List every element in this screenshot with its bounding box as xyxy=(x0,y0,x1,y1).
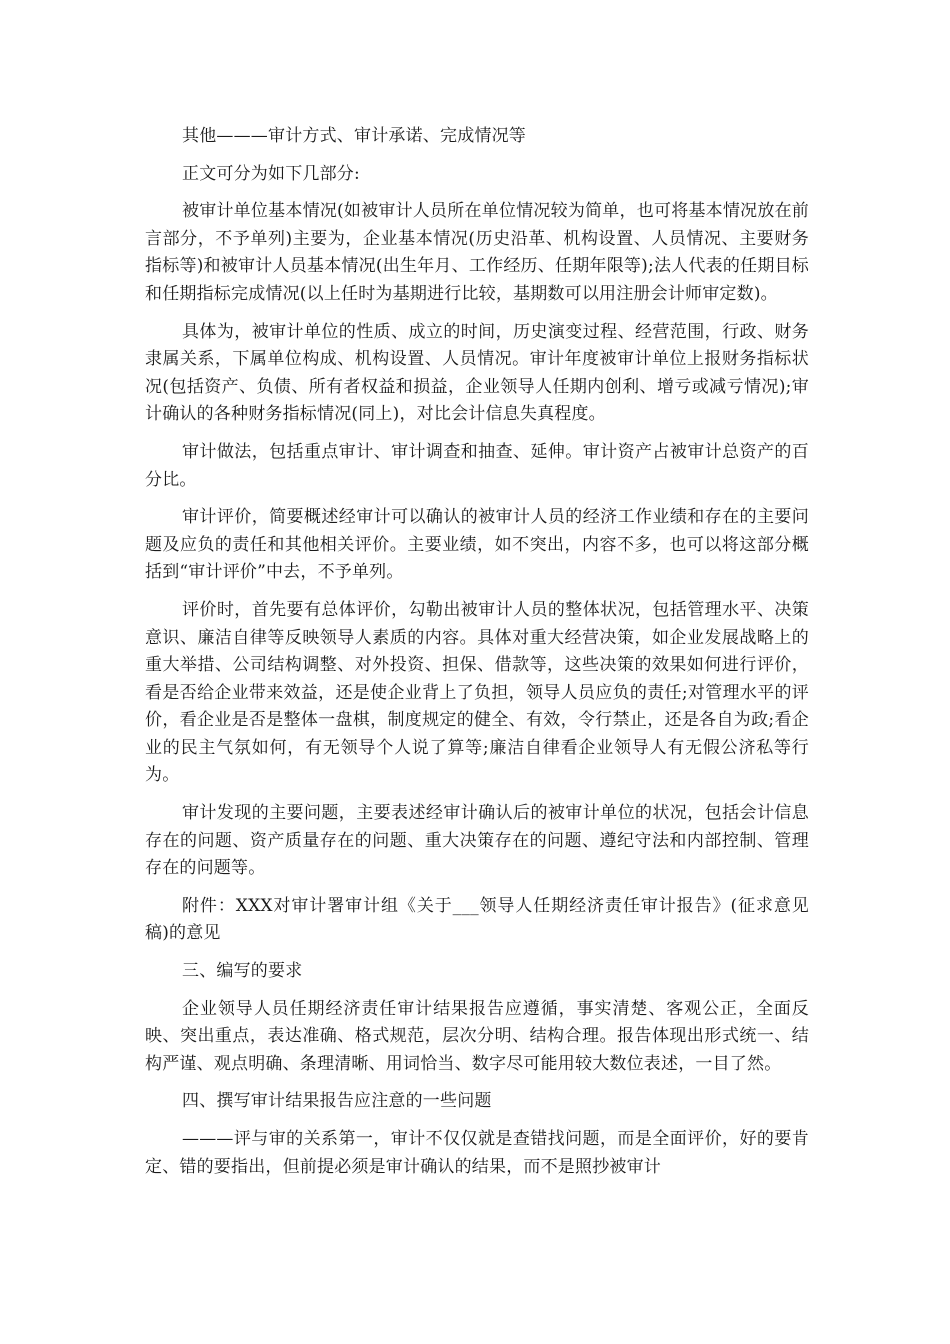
paragraph-audit-evaluation: 审计评价，简要概述经审计可以确认的被审计人员的经济工作业绩和存在的主要问题及应负的责任和其他相关评价。主要业绩，如不突出，内容不多，也可以将这部分概括到“审计评价”中去，不予单列。 xyxy=(145,507,809,583)
document-body xyxy=(145,123,809,1191)
paragraph-requirements: 企业领导人员任期经济责任审计结果报告应遵循，事实清楚、客观公正，全面反映、突出重点，表达准确、格式规范，层次分明、结构合理。报告体现出形式统一、结构严谨、观点明确、条理清晰、用词恰当、数字尽可能用较大数位表述，一目了然。 xyxy=(145,998,809,1074)
section-heading-writing-requirements: 三、编写的要求 xyxy=(182,961,303,982)
paragraph-other-items: 其他———审计方式、审计承诺、完成情况等 xyxy=(182,126,526,146)
paragraph-body-intro: 正文可分为如下几部分: xyxy=(182,163,360,184)
paragraph-attachment: 附件：XXX对审计署审计组《关于___领导人任期经济责任审计报告》(征求意见稿)的意见 xyxy=(145,895,809,944)
paragraph-specifics: 具体为，被审计单位的性质、成立的时间，历史演变过程、经营范围，行政、财务隶属关系，下属单位构成、机构设置、人员情况。审计年度被审计单位上报财务指标状况(包括资产、负债、所有者权益和损益，企业领导人任期内创利、增亏或减亏情况);审计确认的各种财务指标情况(同上)，对比会计信息失真程度。 xyxy=(145,321,809,425)
paragraph-main-issues: 审计发现的主要问题，主要表述经审计确认后的被审计单位的状况，包括会计信息存在的问题、资产质量存在的问题、重大决策存在的问题、遵纪守法和内部控制、管理存在的问题等。 xyxy=(145,803,809,879)
paragraph-overall-evaluation: 评价时，首先要有总体评价，勾勒出被审计人员的整体状况，包括管理水平、决策意识、廉洁自律等反映领导人素质的内容。具体对重大经营决策，如企业发展战略上的重大举措、公司结构调整、对外投资、担保、借款等，这些决策的效果如何进行评价，看是否给企业带来效益，还是使企业背上了负担，领导人员应负的责任;对管理水平的评价，看企业是否是整体一盘棋，制度规定的健全、有效，令行禁止，还是各自为政;看企业的民主气氛如何，有无领导个人说了算等;廉洁自律看企业领导人有无假公济私等行为。 xyxy=(145,599,809,786)
paragraph-evaluate-vs-audit: ———评与审的关系第一，审计不仅仅就是查错找问题，而是全面评价，好的要肯定、错的要指出，但前提必须是审计确认的结果，而不是照抄被审计 xyxy=(145,1129,809,1177)
paragraph-audit-method: 审计做法，包括重点审计、审计调查和抽查、延伸。审计资产占被审计总资产的百分比。 xyxy=(145,441,809,490)
paragraph-unit-basic-info: 被审计单位基本情况(如被审计人员所在单位情况较为简单，也可将基本情况放在前言部分，不予单列)主要为，企业基本情况(历史沿革、机构设置、人员情况、主要财务指标等)和被审计人员基本情况(出生年月、工作经历、任期年限等);法人代表的任期目标和任期指标完成情况(以上任时为基期进行比较，基期数可以用注册会计师审定数)。 xyxy=(145,201,809,304)
section-heading-notes: 四、撰写审计结果报告应注意的一些问题 xyxy=(182,1091,492,1112)
